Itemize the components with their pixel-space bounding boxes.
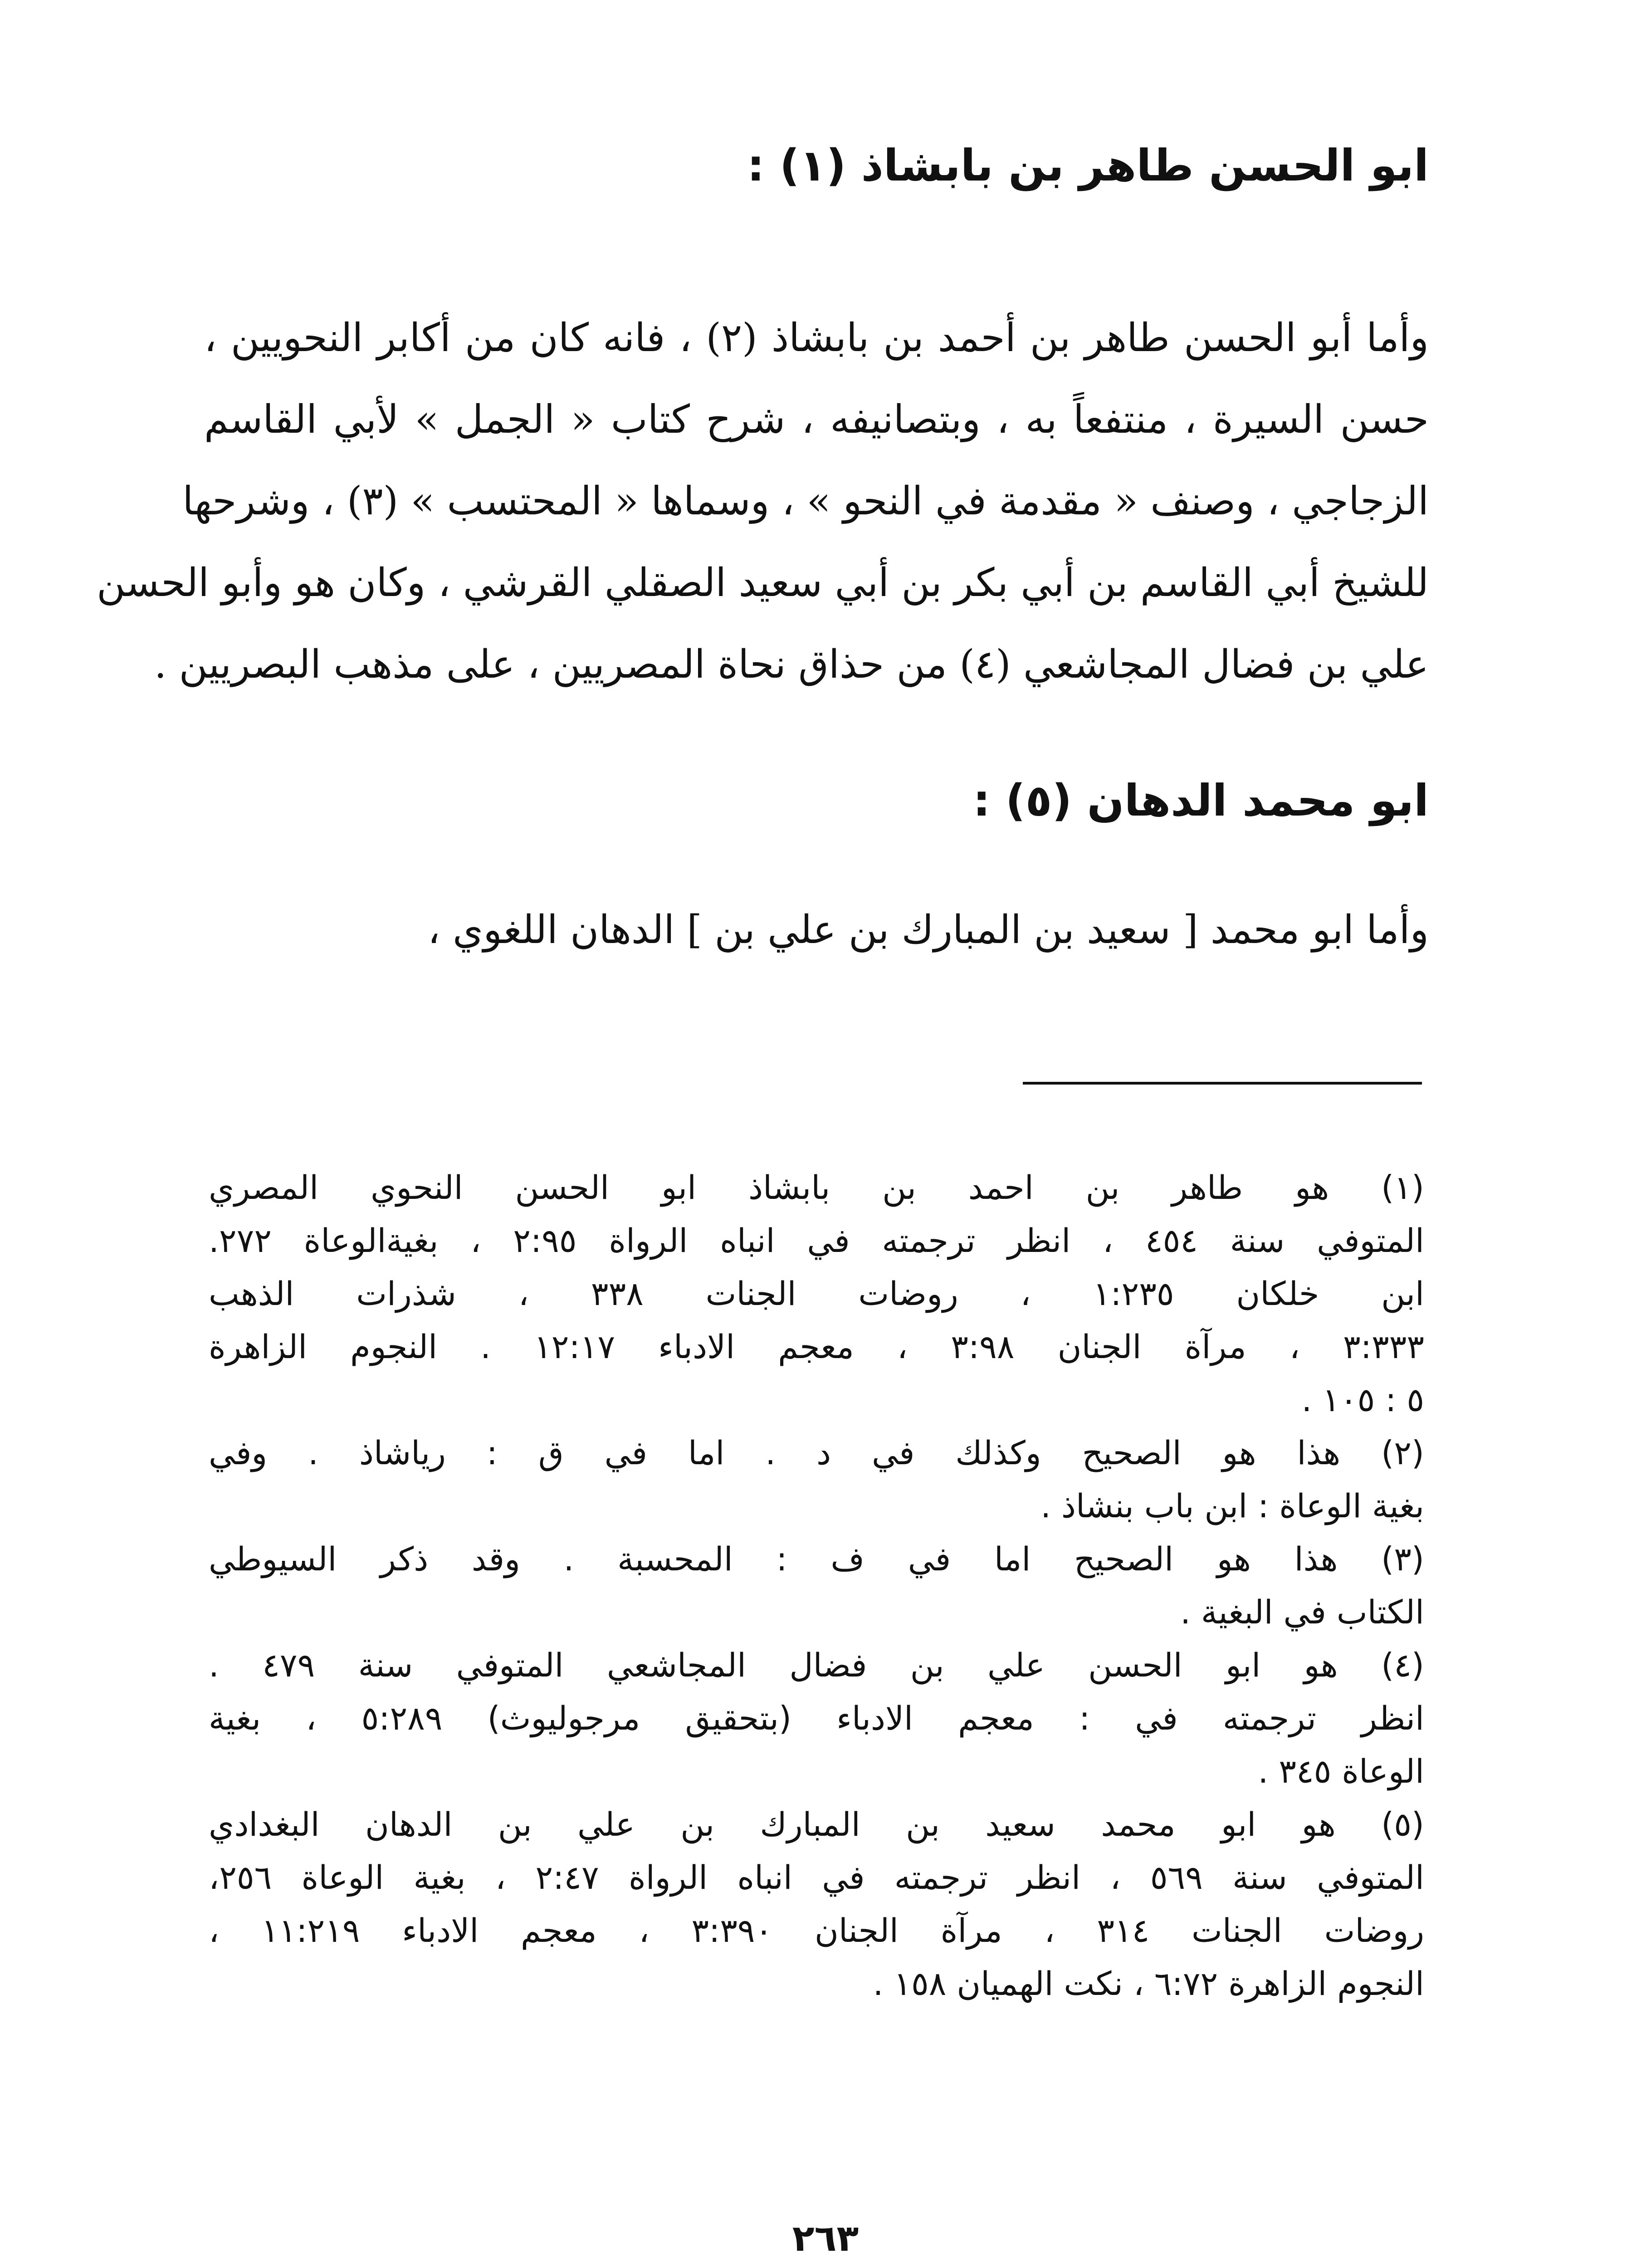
footnote-line: الكتاب في البغية . <box>1180 1593 1424 1631</box>
footnote-line: (٤) هو ابو الحسن علي بن فضال المجاشعي المتوفي سنة ٤٧٩ . <box>209 1646 1424 1684</box>
paragraph-line: للشيخ أبي القاسم بن أبي بكر بن أبي سعيد الصقلي القرشي ، وكان هو وأبو الحسن <box>97 560 1429 606</box>
footnote-line: ٥ : ١٠٥ . <box>1301 1381 1424 1419</box>
footnote-separator <box>1023 1082 1422 1085</box>
footnote-4 <box>209 1639 1424 1798</box>
footnote-line: (٢) هذا هو الصحيح وكذلك في د . اما في ق : رياشاذ . وفي <box>209 1434 1424 1472</box>
footnote-line: الوعاة ٣٤٥ . <box>1258 1752 1424 1790</box>
page-number: ٢٦٣ <box>792 2217 859 2259</box>
section-heading-al-dahhan: ابو محمد الدهان (٥) : <box>973 775 1429 826</box>
paragraph-line: حسن السيرة ، منتفعاً به ، وبتصانيفه ، شرح كتاب « الجمل » لأبي القاسم <box>204 397 1429 442</box>
footnote-line: النجوم الزاهرة ٦:٧٢ ، نكت الهميان ١٥٨ . <box>873 1965 1424 2003</box>
footnote-line: (٣) هذا هو الصحيح اما في ف : المحسبة . وقد ذكر السيوطي <box>209 1540 1424 1578</box>
footnote-line: بغية الوعاة : ابن باب بنشاذ . <box>1040 1487 1424 1525</box>
footnote-line: (١) هو طاهر بن احمد بن بابشاذ ابو الحسن النحوي المصري <box>209 1168 1424 1207</box>
section-heading-ibn-babshadh: ابو الحسن طاهر بن بابشاذ (١) : <box>747 140 1429 191</box>
footnote-line: المتوفي سنة ٤٥٤ ، انظر ترجمته في انباه الرواة ٢:٩٥ ، بغيةالوعاة ٢٧٢. <box>209 1222 1424 1260</box>
footnote-line: (٥) هو ابو محمد سعيد بن المبارك بن علي بن الدهان البغدادي <box>209 1805 1424 1843</box>
footnote-line: ابن خلكان ١:٢٣٥ ، روضات الجنات ٣٣٨ ، شذرات الذهب <box>209 1275 1424 1313</box>
footnote-1 <box>209 1161 1424 1427</box>
footnote-line: المتوفي سنة ٥٦٩ ، انظر ترجمته في انباه الرواة ٢:٤٧ ، بغية الوعاة ٢٥٦، <box>209 1858 1424 1897</box>
paragraph-ibn-babshadh <box>97 297 1429 705</box>
footnote-3 <box>209 1533 1424 1639</box>
paragraph-line: الزجاجي ، وصنف « مقدمة في النحو » ، وسماها « المحتسب » (٣) ، وشرحها <box>182 479 1429 524</box>
footnote-5 <box>209 1798 1424 2010</box>
paragraph-line: علي بن فضال المجاشعي (٤) من حذاق نحاة المصريين ، على مذهب البصريين . <box>154 642 1429 687</box>
paragraph-line: وأما ابو محمد [ سعيد بن المبارك بن علي بن ] الدهان اللغوي ، <box>427 907 1429 953</box>
footnote-2 <box>209 1427 1424 1533</box>
footnote-line: ٣:٣٣٣ ، مرآة الجنان ٣:٩٨ ، معجم الادباء ١٢:١٧ . النجوم الزاهرة <box>209 1328 1424 1366</box>
paragraph-line: وأما أبو الحسن طاهر بن أحمد بن بابشاذ (٢) ، فانه كان من أكابر النحويين ، <box>204 315 1429 361</box>
paragraph-al-dahhan <box>204 889 1429 971</box>
footnote-line: انظر ترجمته في : معجم الادباء (بتحقيق مرجوليوث) ٥:٢٨٩ ، بغية <box>209 1699 1425 1737</box>
footnotes <box>209 1161 1424 2010</box>
footnote-line: روضات الجنات ٣١٤ ، مرآة الجنان ٣:٣٩٠ ، معجم الادباء ١١:٢١٩ ، <box>209 1911 1425 1950</box>
